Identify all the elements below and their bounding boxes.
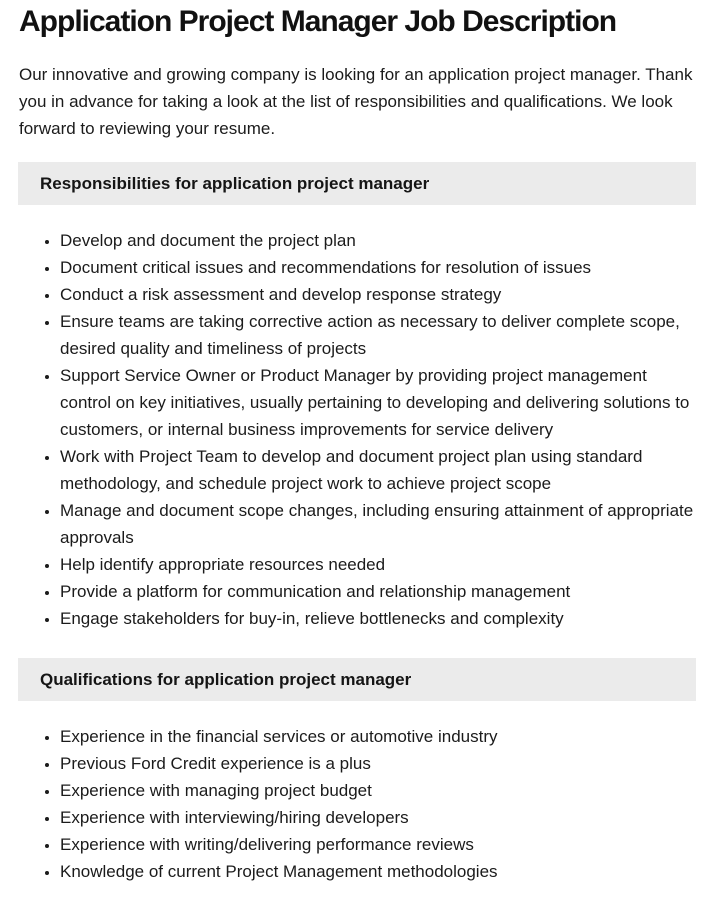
intro-paragraph: Our innovative and growing company is looking for an application project manager. Thank you in advance for taking a look at the list of responsibilities and qualifications. We look forward to reviewing your resume. <box>19 65 693 138</box>
list-item: • Help identify appropriate resources needed <box>60 551 696 578</box>
section-heading-label: Responsibilities for application project manager <box>40 173 430 193</box>
section-heading-responsibilities <box>18 162 696 205</box>
list-item: • Work with Project Team to develop and document project plan using standard methodology, and schedule project work to achieve project scope <box>60 443 696 497</box>
list-item: • Experience with managing project budget <box>60 777 696 804</box>
list-item: • Ensure teams are taking corrective action as necessary to deliver complete scope, desired quality and timeliness of projects <box>60 308 696 362</box>
list-item: • Previous Ford Credit experience is a plus <box>60 750 696 777</box>
list-item: • Support Service Owner or Product Manager by providing project management control on key initiatives, usually pertaining to developing and delivering solutions to customers, or internal business improvements for service delivery <box>60 362 696 443</box>
page-title: Application Project Manager Job Description <box>19 5 617 38</box>
list-item: • Engage stakeholders for buy-in, relieve bottlenecks and complexity <box>60 605 696 632</box>
list-item: • Experience with writing/delivering performance reviews <box>60 831 696 858</box>
responsibilities-list <box>19 227 696 632</box>
list-item: • Provide a platform for communication and relationship management <box>60 578 696 605</box>
list-item: • Conduct a risk assessment and develop response strategy <box>60 281 696 308</box>
qualifications-list <box>19 723 696 885</box>
list-item: • Document critical issues and recommendations for resolution of issues <box>60 254 696 281</box>
list-item: • Manage and document scope changes, including ensuring attainment of appropriate approvals <box>60 497 696 551</box>
list-item: • Experience with interviewing/hiring developers <box>60 804 696 831</box>
section-heading-label: Qualifications for application project manager <box>40 669 412 689</box>
list-item: • Knowledge of current Project Management methodologies <box>60 858 696 885</box>
list-item: • Experience in the financial services or automotive industry <box>60 723 696 750</box>
list-item: • Develop and document the project plan <box>60 227 696 254</box>
section-heading-qualifications <box>18 658 696 701</box>
